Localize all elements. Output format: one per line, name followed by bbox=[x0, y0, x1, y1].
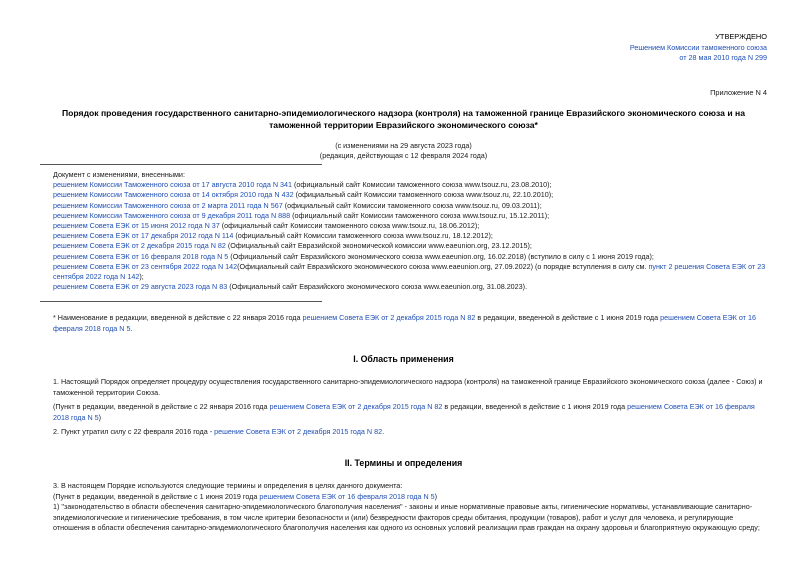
change-link[interactable]: решением Совета ЕЭК от 29 августа 2023 года N 83 bbox=[53, 281, 228, 291]
section-heading: I. Область применения bbox=[353, 354, 454, 364]
paragraph-link[interactable]: решение Совета ЕЭК от 2 декабря 2015 года N 82 bbox=[214, 427, 383, 436]
change-item bbox=[40, 211, 767, 221]
change-link[interactable]: решением Комиссии Таможенного союза от 9 декабря 2011 года N 888 bbox=[53, 210, 291, 220]
change-item bbox=[40, 262, 767, 282]
section1-body bbox=[40, 377, 767, 438]
changes-list bbox=[40, 170, 767, 292]
footnote-link[interactable]: решением Совета ЕЭК от 2 декабря 2015 года N 82 bbox=[302, 313, 476, 322]
change-link[interactable]: решением Комиссии Таможенного союза от 14 октября 2010 года N 432 bbox=[53, 190, 294, 200]
divider-top bbox=[40, 164, 322, 165]
note-link[interactable]: решением Совета ЕЭК от 16 февраля 2018 года N 5 bbox=[53, 402, 755, 422]
section-heading: II. Термины и определения bbox=[344, 458, 463, 468]
change-source: (официальный сайт Комиссии таможенного союза www.tsouz.ru, 18.06.2012); bbox=[219, 220, 480, 230]
footnote-text: в редакции, введенной в действие с 1 июня 2019 года bbox=[475, 313, 661, 322]
change-source: (официальный сайт Комиссии таможенного союза www.tsouz.ru, 15.12.2011); bbox=[290, 210, 550, 220]
change-link[interactable]: решением Совета ЕЭК от 16 февраля 2018 года N 5 bbox=[53, 251, 229, 261]
approval-header: УТВЕРЖДЕНО bbox=[715, 32, 767, 41]
change-source: (официальный сайт Комиссии таможенного союза www.tsouz.ru, 23.08.2010); bbox=[292, 180, 552, 190]
change-source: (Официальный сайт Евразийского экономического союза www.eaeunion.org, 27.09.2022) (о порядке вступления в силу см. bbox=[237, 261, 649, 271]
paragraph-3: 3. В настоящем Порядке используются следующие термины и определения в целях данного документа: bbox=[53, 481, 403, 490]
note-tail: ) bbox=[98, 412, 102, 422]
footnote-text: * Наименование в редакции, введенной в действие с 22 января 2016 года bbox=[53, 313, 303, 322]
footnote-link[interactable]: решением Совета ЕЭК от 16 февраля 2018 года N 5 bbox=[53, 313, 756, 333]
paragraph-3-1: 1) "законодательство в области обеспечения санитарно-эпидемиологического благополучия населения" - законы и иные нормативные правовые акты, гигиенические нормативы, устанавливающие санитарно-эпидемиологические и гигиенические требования, в том числе критерии безопасности и (или) безвредности факторов среды обитания, продукции (товаров), работ и услуг для человека, и регулирующие отношения в области обеспечения санитарно-эпидемиологического благополучия населения как одного из основных условий реализации прав граждан на охрану здоровья и благоприятную окружающую среду; bbox=[53, 502, 760, 532]
note-link[interactable]: решением Совета ЕЭК от 16 февраля 2018 года N 5 bbox=[259, 491, 435, 501]
change-item bbox=[40, 201, 767, 211]
paragraph-1-note bbox=[40, 402, 767, 423]
paragraph-1: 1. Настоящий Порядок определяет процедуру осуществления государственного санитарно-эпидемиологического надзора (контроля) на таможенной границе Евразийского экономического союза (далее - Союз) и таможенной территории Союза. bbox=[53, 377, 763, 397]
appendix-label: Приложение N 4 bbox=[710, 88, 767, 97]
approval-date-link[interactable]: от 28 мая 2010 года N 299 bbox=[679, 53, 767, 62]
change-source: (официальный сайт Комиссии таможенного союза www.tsouz.ru, 18.12.2012); bbox=[233, 231, 493, 241]
change-source: (Официальный сайт Евразийского экономического союза www.eaeunion.org, 16.02.2018) (вступило в силу с 1 июня 2019 года); bbox=[228, 251, 654, 261]
approval-block bbox=[630, 32, 767, 64]
change-tail: ); bbox=[139, 271, 144, 281]
change-link[interactable]: решением Комиссии Таможенного союза от 17 августа 2010 года N 341 bbox=[53, 180, 293, 190]
change-item bbox=[40, 252, 767, 262]
change-source: (официальный сайт Комиссии таможенного союза www.tsouz.ru, 09.03.2011); bbox=[282, 200, 542, 210]
change-link-secondary[interactable]: пункт 2 решения Совета ЕЭК от 23 сентября 2022 года N 142 bbox=[53, 261, 766, 281]
change-item bbox=[40, 231, 767, 241]
change-item bbox=[40, 282, 767, 292]
section2-body bbox=[40, 481, 767, 534]
changes-date: (с изменениями на 29 августа 2023 года) bbox=[335, 141, 472, 150]
document-title: Порядок проведения государственного санитарно-эпидемиологического надзора (контроля) на таможенной границе Евразийского экономического союза и на таможенной территории Евразийского экономического союза* bbox=[62, 108, 745, 130]
change-link[interactable]: решением Комиссии Таможенного союза от 2 марта 2011 года N 567 bbox=[53, 200, 283, 210]
change-link[interactable]: решением Совета ЕЭК от 15 июня 2012 года N 37 bbox=[53, 220, 220, 230]
approval-decision-link[interactable]: Решением Комиссии таможенного союза bbox=[629, 42, 767, 52]
footnote-tail: . bbox=[130, 323, 133, 333]
change-source: (официальный сайт Комиссии таможенного союза www.tsouz.ru, 22.10.2010); bbox=[293, 190, 554, 200]
note-text: (Пункт в редакции, введенной в действие с 1 июня 2019 года bbox=[53, 491, 260, 501]
divider-bottom bbox=[40, 301, 322, 302]
document-subtitle bbox=[40, 141, 767, 161]
change-item bbox=[40, 190, 767, 200]
paragraph-tail: . bbox=[382, 427, 385, 436]
change-item bbox=[40, 180, 767, 190]
note-tail: ) bbox=[434, 491, 438, 501]
paragraph-2 bbox=[40, 427, 767, 438]
note-text: в редакции, введенной в действие с 1 июня 2019 года bbox=[442, 402, 628, 411]
change-item bbox=[40, 241, 767, 251]
note-link[interactable]: решением Совета ЕЭК от 2 декабря 2015 года N 82 bbox=[269, 402, 443, 411]
paragraph-3-note bbox=[40, 492, 767, 503]
note-text: (Пункт в редакции, введенной в действие с 22 января 2016 года bbox=[53, 402, 270, 411]
change-link[interactable]: решением Совета ЕЭК от 23 сентября 2022 года N 142 bbox=[53, 261, 238, 271]
change-source: (Официальный сайт Евразийской экономической комиссии www.eaeunion.org, 23.12.2015); bbox=[225, 241, 532, 251]
change-source: (Официальный сайт Евразийского экономического союза www.eaeunion.org, 31.08.2023). bbox=[227, 281, 528, 291]
change-link[interactable]: решением Совета ЕЭК от 17 декабря 2012 года N 114 bbox=[53, 231, 234, 241]
changes-intro: Документ с изменениями, внесенными: bbox=[53, 170, 185, 179]
change-item bbox=[40, 221, 767, 231]
footnote bbox=[40, 313, 767, 334]
edition-date: (редакция, действующая с 12 февраля 2024 года) bbox=[319, 151, 488, 160]
paragraph-text: 2. Пункт утратил силу с 22 февраля 2016 года - bbox=[53, 427, 215, 436]
change-link[interactable]: решением Совета ЕЭК от 2 декабря 2015 года N 82 bbox=[53, 241, 226, 251]
